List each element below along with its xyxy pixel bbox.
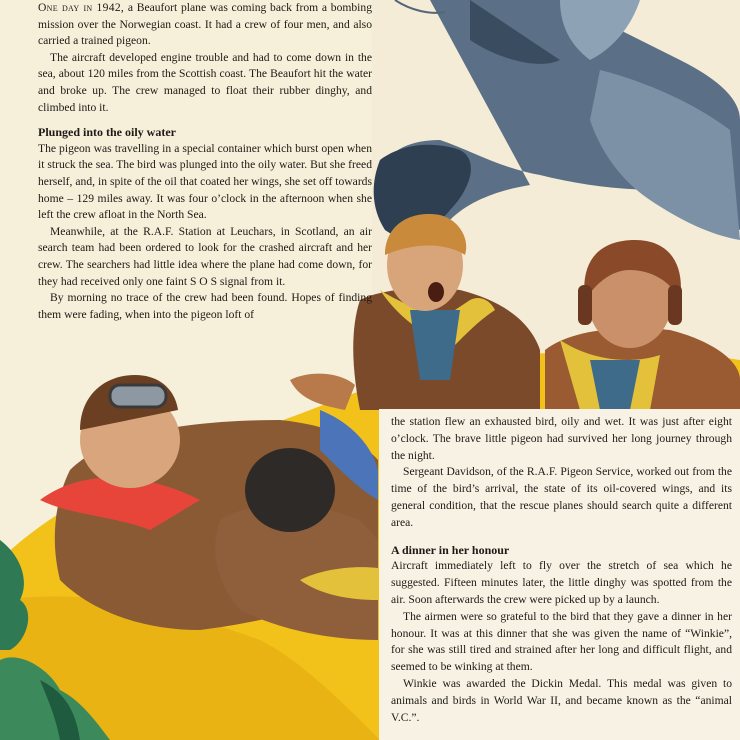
section-heading-plunged: Plunged into the oily water [38,125,176,140]
article-text-panel [379,409,740,740]
section1-paragraph-1: The pigeon was travelling in a special container which burst open when it struck the sea. The bird was plunged into the oily water. But she freed herself, and, in spite of the oil that coated her wings, she set off towards home – 129 miles away. It was four o’clock in the afternoon when she left the crew afloat in the North Sea. [38,141,372,222]
intro-paragraph-2: The aircraft developed engine trouble and had to come down in the sea, about 120 miles from the Scottish coast. The Beaufort hit the water and broke up. The crew managed to float their rubber dinghy, and climbed into it. [38,50,372,114]
intro-paragraph-1 [38,0,372,50]
panel-paragraph-5: Winkie was awarded the Dickin Medal. This medal was given to animals and birds in World War II, and became known as the “animal V.C.”. [391,676,732,724]
lead-in: One day in 1942, [38,1,125,14]
panel-paragraph-4: The airmen were so grateful to the bird that they gave a dinner in her honour. It was at this dinner that she was given the name of “Winkie”, for she was still tired and strained after her long and difficult flight, and seemed to be winking at them. [391,609,732,674]
panel-paragraph-2: Sergeant Davidson, of the R.A.F. Pigeon Service, worked out from the time of the bird’s arrival, the state of its oil-covered wings, and its general condition, that the rescue planes should search quite a different area. [391,465,732,529]
article-left-column [38,0,372,323]
section-heading-dinner: A dinner in her honour [391,542,510,557]
section1-paragraph-2: Meanwhile, at the R.A.F. Station at Leuchars, in Scotland, an air search team had been ordered to look for the crashed aircraft and her crew. The searchers had little idea where the plane had come down, for they had received only one faint S O S signal from it. [38,224,372,288]
panel-paragraph-1: the station flew an exhausted bird, oily and wet. It was just after eight o’clock. The brave little pigeon had survived her long journey through the night. [391,415,732,462]
panel-paragraph-3: Aircraft immediately left to fly over the stretch of sea which he suggested. Fifteen minutes later, the little dinghy was spotted from the air. Soon afterwards the crew were picked up by a launch. [391,559,732,606]
intro-paragraph-1-text: a Beaufort plane was coming back from a bombing mission over the Norwegian coast. It had a crew of four men, and also carried a trained pigeon. [38,1,372,48]
section1-paragraph-3: By morning no trace of the crew had been found. Hopes of finding them were fading, when into the pigeon loft of [38,291,372,321]
